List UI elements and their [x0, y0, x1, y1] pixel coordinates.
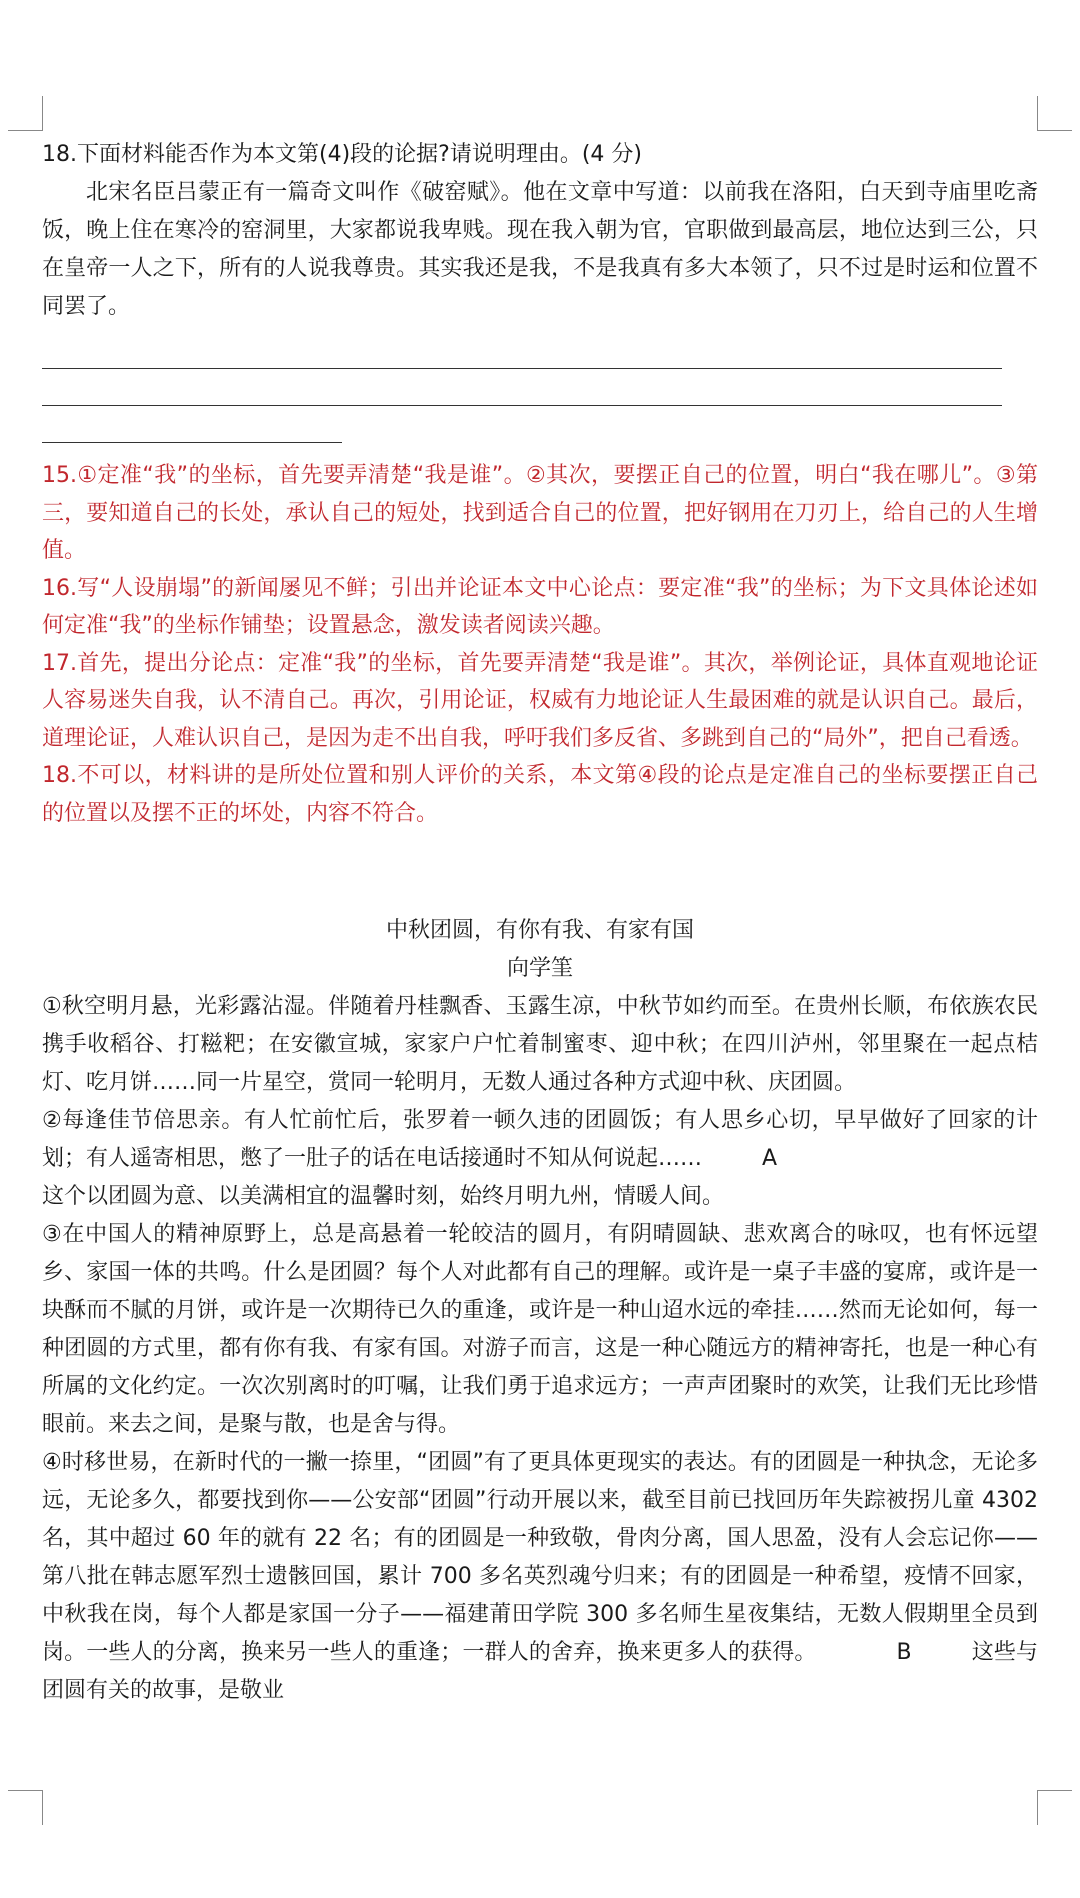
- answer-line-3: [42, 412, 342, 443]
- crop-mark-bottom-left: [8, 1790, 43, 1825]
- question-18-prompt: 18.下面材料能否作为本文第(4)段的论据?请说明理由。(4 分): [42, 142, 642, 167]
- essay-paragraph-2: [42, 1102, 1038, 1216]
- answer-line-1: [42, 338, 1002, 369]
- essay-paragraph-3: ③在中国人的精神原野上，总是高悬着一轮皎洁的圆月，有阴晴圆缺、悲欢离合的咏叹，也有怀远望乡、家国一体的共鸣。什么是团圆？每个人对此都有自己的理解。或许是一桌子丰盛的宴席，或许是一块酥而不腻的月饼，或许是一次期待已久的重逢，或许是一种山迢水远的牵挂……然而无论如何，每一种团圆的方式里，都有你有我、有家有国。对游子而言，这是一种心随远方的精神寄托，也是一种心有所属的文化约定。一次次别离时的叮嘱，让我们勇于追求远方；一声声团聚时的欢笑，让我们无比珍惜眼前。来去之间，是聚与散，也是舍与得。: [42, 1222, 1038, 1437]
- answer-16: 16.写“人设崩塌”的新闻屡见不鲜；引出并论证本文中心论点：要定准“我”的坐标；为下文具体论述如何定准“我”的坐标作铺垫；设置悬念，激发读者阅读兴趣。: [42, 575, 1038, 638]
- essay-paragraph-2-start: ②每逢佳节倍思亲。有人忙前忙后，张罗着一顿久违的团圆饭；有人思乡心切，早早做好了回家的计划；有人遥寄相思，憋了一肚子的话在电话接通时不知从何说起……: [42, 1108, 1038, 1171]
- crop-mark-bottom-right: [1037, 1790, 1072, 1825]
- essay-paragraph-4-end: 这些与团圆有关的故事，是敬业: [42, 1640, 1038, 1703]
- blank-marker-b: B: [896, 1640, 912, 1665]
- answer-17: 17.首先，提出分论点：定准“我”的坐标，首先要弄清楚“我是谁”。其次，举例论证，具体直观地论证人容易迷失自我，认不清自己。再次，引用论证，权威有力地论证人生最困难的就是认识自己。最后，道理论证，人难认识自己，是因为走不出自我，呼吁我们多反省、多跳到自己的“局外”，把自己看透。: [42, 650, 1038, 751]
- essay-paragraph-2-end: 这个以团圆为意、以美满相宜的温馨时刻，始终月明九州，情暖人间。: [42, 1184, 725, 1209]
- answer-15: 15.①定准“我”的坐标，首先要弄清楚“我是谁”。②其次，要摆正自己的位置，明白“我在哪儿”。③第三，要知道自己的长处，承认自己的短处，找到适合自己的位置，把好钢用在刀刃上，给自己的人生增值。: [42, 463, 1038, 563]
- essay-paragraph-1: ①秋空明月悬，光彩露沾湿。伴随着丹桂飘香、玉露生凉，中秋节如约而至。在贵州长顺，布依族农民携手收稻谷、打糍粑；在安徽宣城，家家户户忙着制蜜枣、迎中秋；在四川泸州，邻里聚在一起点桔灯、吃月饼……同一片星空，赏同一轮明月，无数人通过各种方式迎中秋、庆团圆。: [42, 994, 1038, 1095]
- essay-title: 中秋团圆，有你有我、有家有国: [385, 918, 694, 943]
- essay: [42, 912, 1038, 1710]
- blank-marker-a: A: [762, 1146, 778, 1171]
- essay-author: 向学筀: [506, 956, 573, 981]
- crop-mark-top-right: [1037, 96, 1072, 131]
- question-18-material: 北宋名臣吕蒙正有一篇奇文叫作《破窑赋》。他在文章中写道：以前我在洛阳，白天到寺庙里吃斋饭，晚上住在寒冷的窑洞里，大家都说我卑贱。现在我入朝为官，官职做到最高层，地位达到三公，只在皇帝一人之下，所有的人说我尊贵。其实我还是我，不是我真有多大本领了，只不过是时运和位置不同罢了。: [42, 180, 1038, 319]
- answer-key: [42, 457, 1038, 832]
- essay-paragraph-4-start: ④时移世易，在新时代的一撇一捺里，“团圆”有了更具体更现实的表达。有的团圆是一种执念，无论多远，无论多久，都要找到你——公安部“团圆”行动开展以来，截至目前已找回历年失踪被拐儿童 4302 名，其中超过 60 年的就有 22 名；有的团圆是一种致敬，骨肉分离，国人思盈，没有人会忘记你——第八批在韩志愿军烈士遗骸回国，累计 700 多名英烈魂兮归来；有的团圆是一种希望，疫情不回家，中秋我在岗，每个人都是家国一分子——福建莆田学院 300 多名师生星夜集结，无数人假期里全员到岗。一些人的分离，换来另一些人的重逢；一群人的舍弃，换来更多人的获得。: [42, 1450, 1038, 1665]
- answer-18: 18.不可以，材料讲的是所处位置和别人评价的关系，本文第④段的论点是定准自己的坐标要摆正自己的位置以及摆不正的坏处，内容不符合。: [42, 763, 1038, 826]
- essay-paragraph-4: [42, 1444, 1038, 1710]
- document-page: [42, 136, 1038, 1710]
- answer-line-2: [42, 375, 1002, 406]
- crop-mark-top-left: [8, 96, 43, 131]
